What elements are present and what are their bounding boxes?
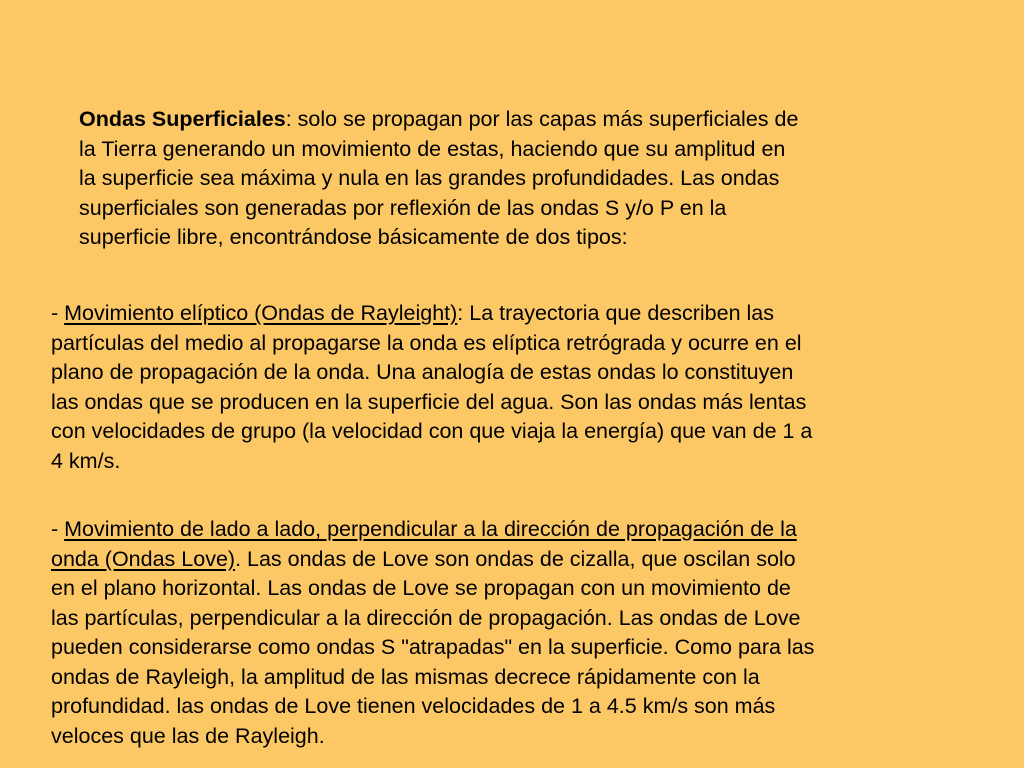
- rayleigh-dash: -: [51, 301, 65, 325]
- intro-heading: Ondas Superficiales: [79, 107, 286, 131]
- rayleigh-paragraph: [51, 299, 981, 476]
- intro-paragraph: [79, 105, 959, 253]
- love-paragraph: [51, 515, 981, 751]
- love-text: . Las ondas de Love son ondas de cizalla, que oscilan solo en el plano horizontal. Las ondas de Love se propagan con un movimiento de las partículas, perpendicular a la dirección de propagación. Las ondas de Love pueden considerarse como ondas S "atrapadas" en la superficie. Como para las ondas de Rayleigh, la amplitud de las mismas decrece rápidamente con la profundidad. las ondas de Love tienen velocidades de 1 a 4.5 km/s son más veloces que las de Rayleigh.: [51, 546, 815, 748]
- intro-text: : solo se propagan por las capas más superficiales de la Tierra generando un movimiento de estas, haciendo que su amplitud en la superficie sea máxima y nula en las grandes profundidades. Las ondas superficiales son generadas por reflexión de las ondas S y/o P en la superficie libre, encontrándose básicamente de dos tipos:: [79, 107, 799, 249]
- rayleigh-title: Movimiento elíptico (Ondas de Rayleight): [64, 301, 458, 325]
- rayleigh-text: : La trayectoria que describen las partículas del medio al propagarse la onda es elíptica retrógrada y ocurre en el plano de propagación de la onda. Una analogía de estas ondas lo constituyen las ondas que se producen en la superficie del agua. Son las ondas más lentas con velocidades de grupo (la velocidad con que viaja la energía) que van de 1 a 4 km/s.: [51, 301, 813, 473]
- love-dash: -: [51, 517, 65, 541]
- love-title: Movimiento de lado a lado, perpendicular a la dirección de propagación de la onda (Ondas Love): [51, 517, 797, 571]
